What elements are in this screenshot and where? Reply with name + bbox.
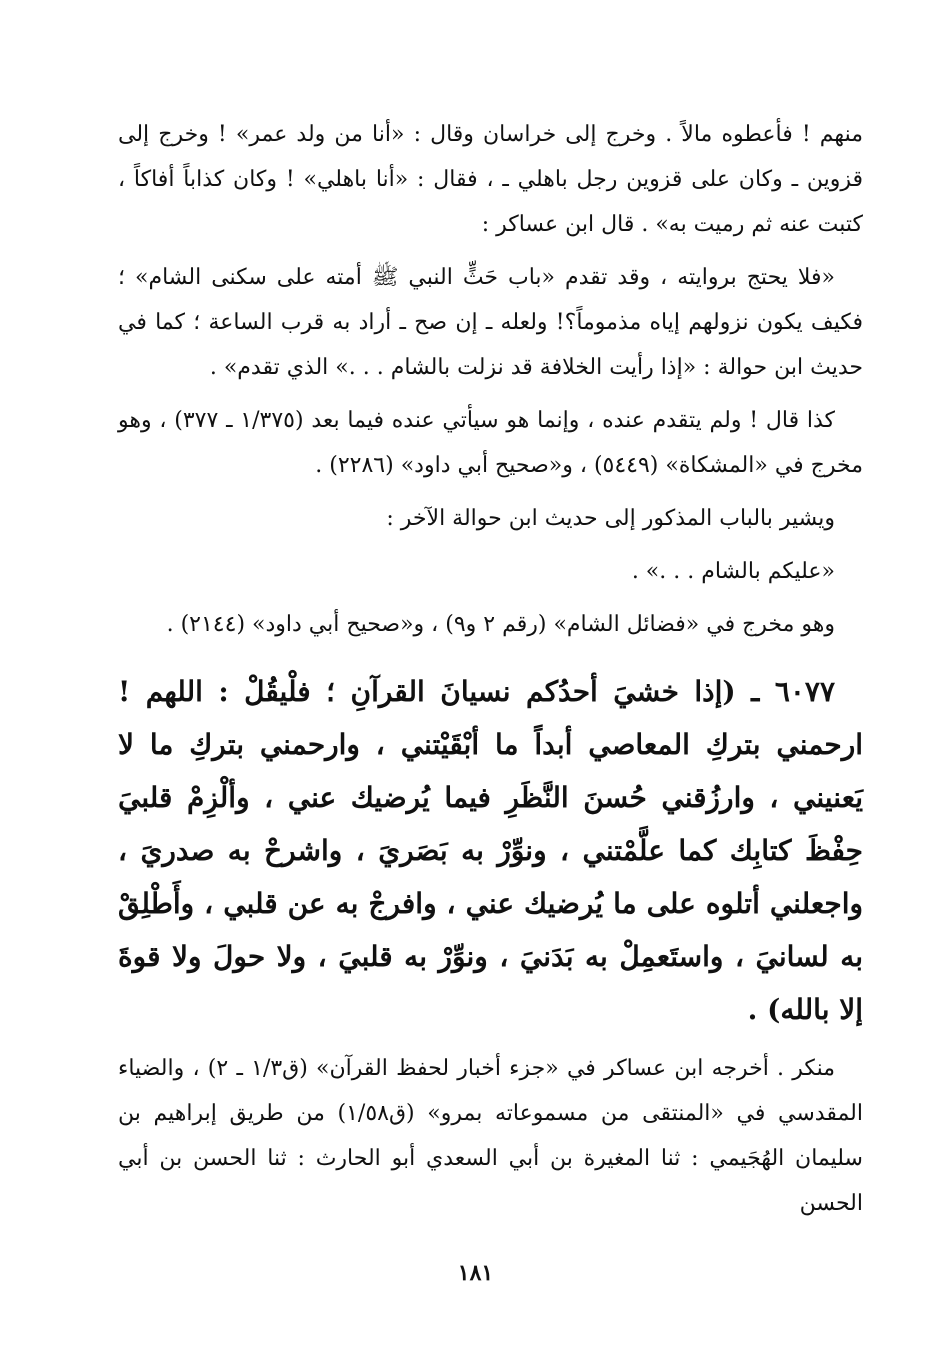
page-body	[118, 112, 863, 1234]
paragraph-ibn-asakir-narration: منهم ! فأعطوه مالاً . وخرج إلى خراسان وقال : «أنا من ولد عمر» ! وخرج إلى قزوين ـ وكان على قزوين رجل باهلي ـ ، فقال : «أنا باهلي» ! وكان كذاباً أفاكاً ، كتبت عنه ثم رميت به» . قال ابن عساكر :	[118, 122, 863, 237]
paragraph-author-comment: كذا قال ! ولم يتقدم عنده ، وإنما هو سيأتي عنده فيما بعد (١/٣٧٥ ـ ٣٧٧) ، وهو مخرج في «المشكاة» (٥٤٤٩) ، و«صحيح أبي داود» (٢٢٨٦) .	[118, 408, 863, 478]
paragraph-ibn-asakir-quote: «فلا يحتج بروايته ، وقد تقدم «باب حَثٍّ النبي ﷺ أمته على سكنى الشام» ؛ فكيف يكون نزولهم إياه مذموماً؟! ولعله ـ إن صح ـ أراد به قرب الساعة ؛ كما في حديث ابن حوالة : «إذا رأيت الخلافة قد نزلت بالشام . . .» الذي تقدم» .	[118, 265, 863, 380]
paragraph-hadith-grading: منكر . أخرجه ابن عساكر في «جزء أخبار لحفظ القرآن» (ق١/٣ ـ ٢) ، والضياء المقدسي في «المنتقى من مسموعاته بمرو» (ق١/٥٨) من طريق إبراهيم بن سليمان الهُجَيمي : ثنا المغيرة بن أبي السعدي أبو الحارث : ثنا الحسن بن أبي الحسن	[118, 1056, 863, 1216]
paragraph-reference-intro: ويشير بالباب المذكور إلى حديث ابن حوالة الآخر :	[386, 506, 835, 531]
paragraph-takhrij: وهو مخرج في «فضائل الشام» (رقم ٢ و٩) ، و«صحيح أبي داود» (٢١٤٤) .	[166, 612, 835, 637]
hadith-text-6077: ٦٠٧٧ ـ (إذا خشيَ أحدُكم نسيانَ القرآنِ ؛ فلْيقُلْ : اللهم ! ارحمني بتركِ المعاصي أبداً ما أبْقَيْتني ، وارحمني بتركِ ما لا يَعنيني ، وارزُقني حُسنَ النَّظَرِ فيما يُرضيك عني ، وألْزِمْ قلبيَ حِفْظَ كتابِك كما علَّمْتني ، ونوِّرْ به بَصَريَ ، واشرحْ به صدريَ ، واجعلني أتلوه على ما يُرضيك عني ، وافرجْ به عن قلبي ، وأَطْلِقْ به لسانيَ ، واستَعمِلْ به بَدَنيَ ، ونوِّرْ به قلبيَ ، ولا حولَ ولا قوةَ إلا بالله) .	[118, 675, 863, 1026]
paragraph-hadith-quote: «عليكم بالشام . . .» .	[631, 559, 835, 584]
page-number: ١٨١	[457, 1260, 494, 1286]
